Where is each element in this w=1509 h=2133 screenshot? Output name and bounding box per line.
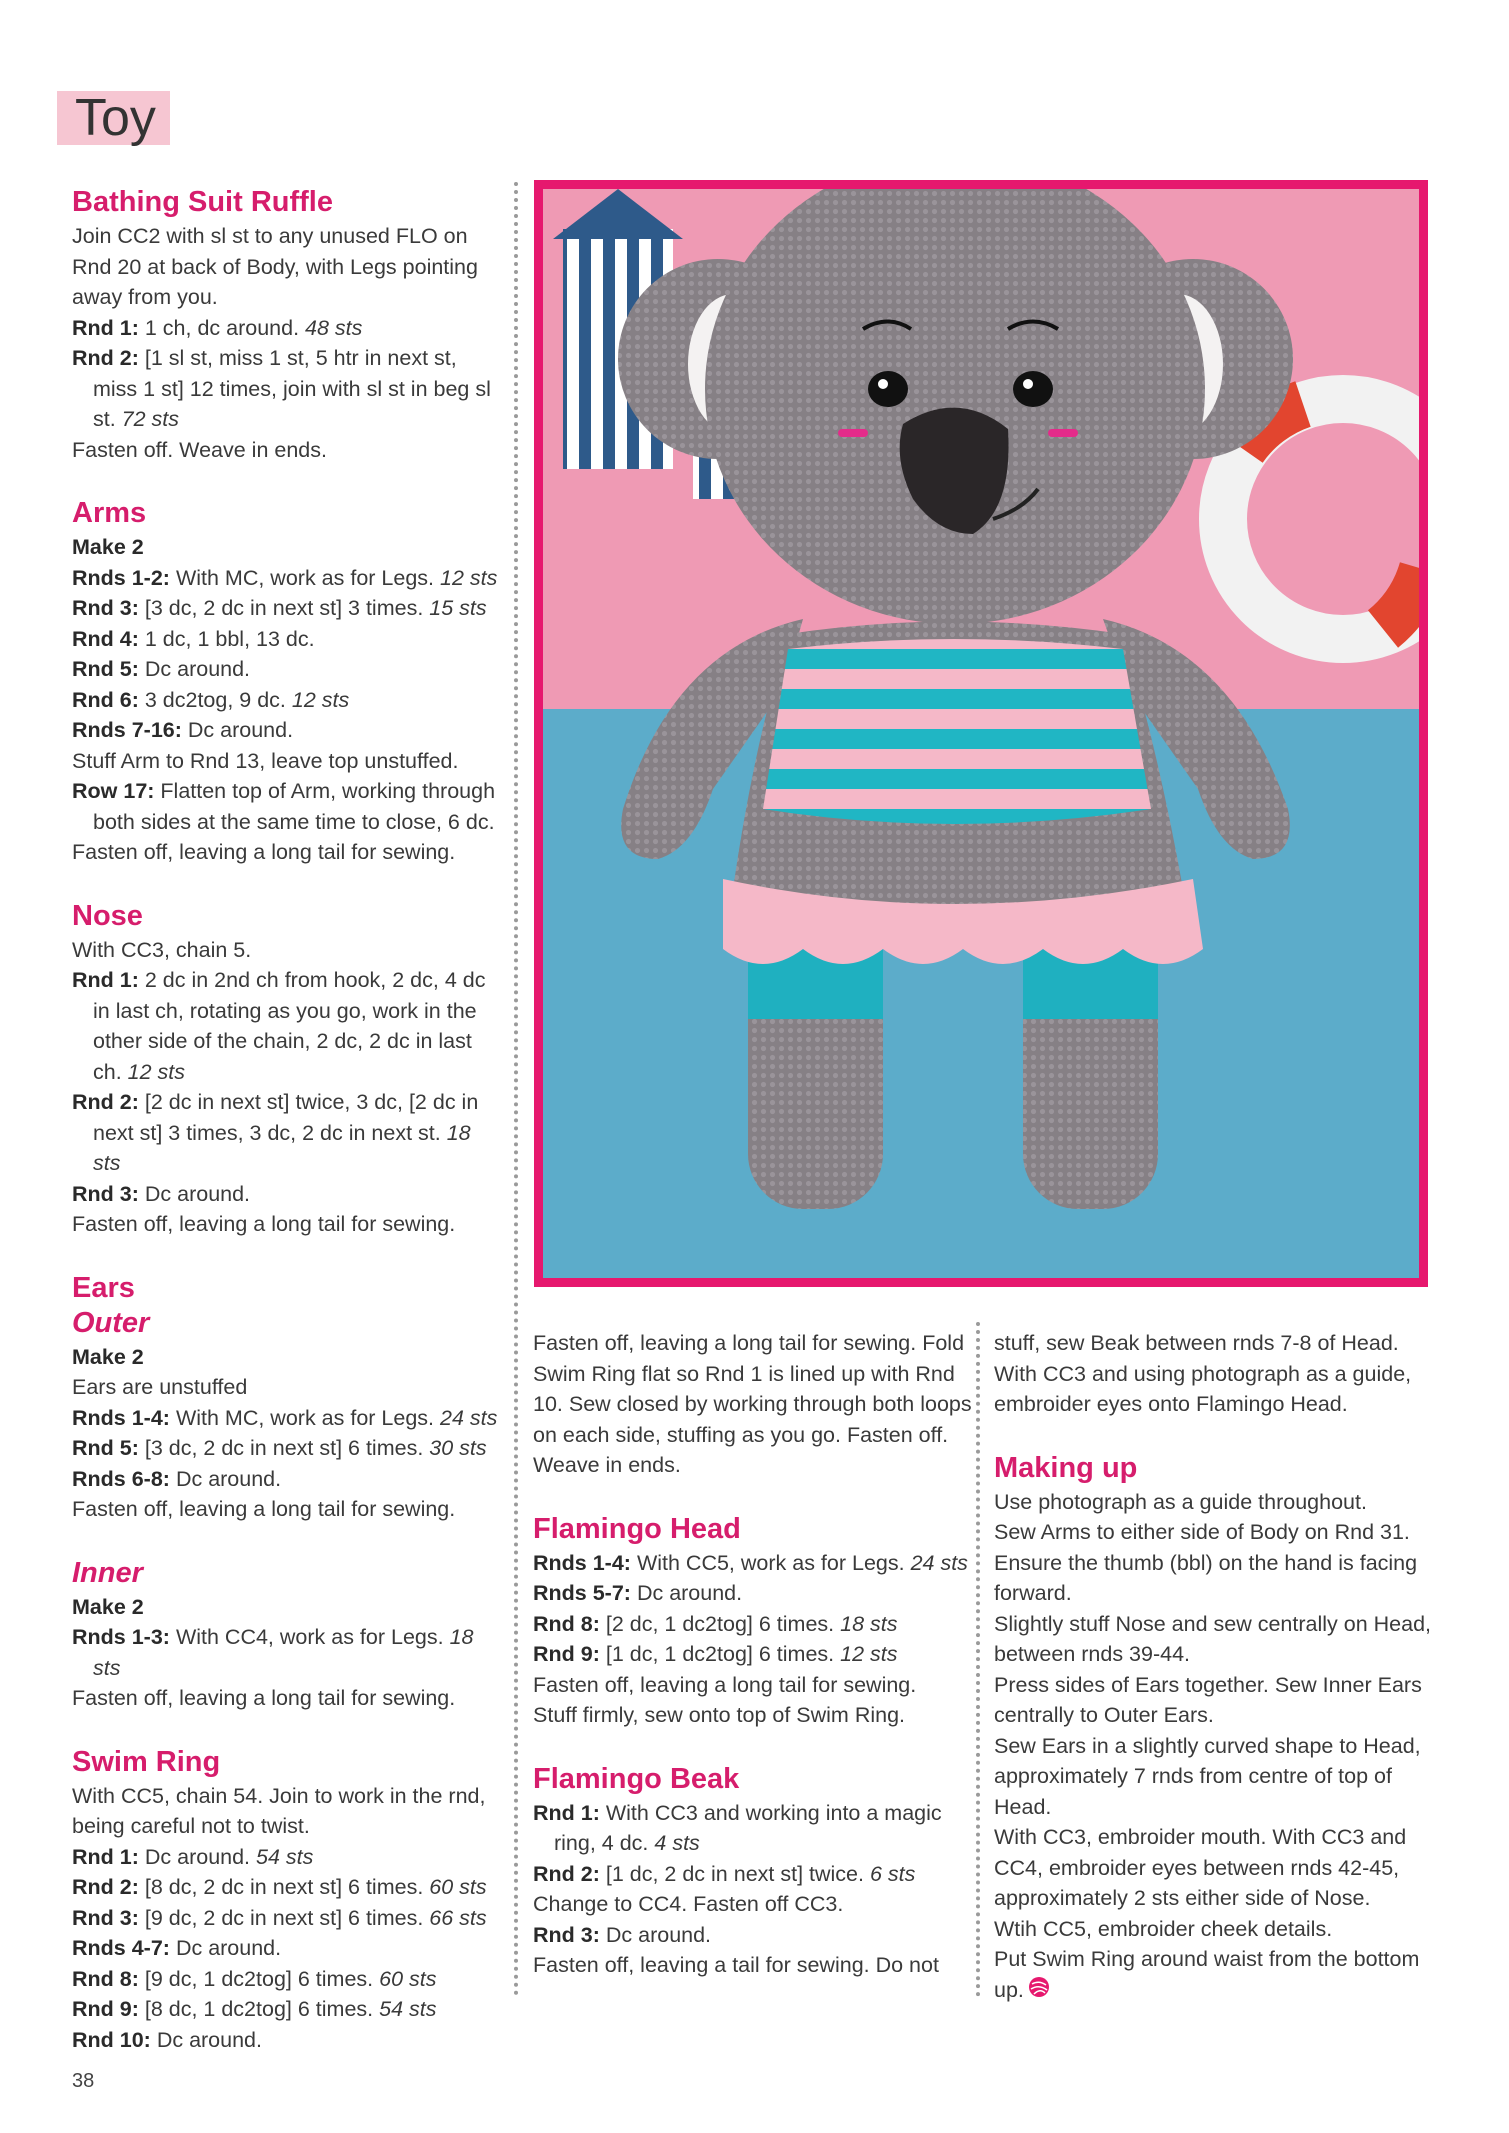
making-p6: With CC3, embroider mouth. With CC3 and CC4, embroider eyes between rnds 42-45, approximately 2 sts either side of Nose. <box>994 1825 1407 1910</box>
ears-inner-rnds1-3: Rnds 1-3: With CC4, work as for Legs. 18 sts <box>72 1625 474 1680</box>
nose-rnd1: Rnd 1: 2 dc in 2nd ch from hook, 2 dc, 4 dc in last ch, rotating as you go, work in the other side of the chain, 2 dc, 2 dc in last ch. 12 sts <box>72 968 486 1084</box>
beak-rnd3: Rnd 3: Dc around. <box>533 1922 712 1947</box>
nose-rnd2: Rnd 2: [2 dc in next st] twice, 3 dc, [2 dc in next st] 3 times, 3 dc, 2 dc in next st. 18 sts <box>72 1090 479 1175</box>
swim-rnd3: Rnd 3: [9 dc, 2 dc in next st] 6 times. 66 sts <box>72 1905 487 1930</box>
swim-rnds4-7: Rnds 4-7: Dc around. <box>72 1936 282 1960</box>
swim-rnd9: Rnd 9: [8 dc, 1 dc2tog] 6 times. 54 sts <box>72 1997 437 2021</box>
beak-continued: stuff, sew Beak between rnds 7-8 of Head. With CC3 and using photograph as a guide, embroider eyes onto Flamingo Head. <box>994 1331 1412 1416</box>
bathing-suit-ruffle-heading: Bathing Suit Ruffle <box>72 186 333 218</box>
koala-illustration <box>543 189 1419 1278</box>
making-p1: Use photograph as a guide throughout. <box>994 1489 1367 1514</box>
beak-rnd1: Rnd 1: With CC3 and working into a magic ring, 4 dc. 4 sts <box>533 1800 942 1855</box>
making-up-heading: Making up <box>994 1451 1138 1484</box>
flamingo-beak-heading: Flamingo Beak <box>533 1762 740 1795</box>
arms-rnds1-2: Rnds 1-2: With MC, work as for Legs. 12 sts <box>72 565 498 590</box>
pattern-column-left <box>72 186 502 2055</box>
arms-heading: Arms <box>72 497 147 529</box>
bathing-rnd1: Rnd 1: 1 ch, dc around. 48 sts <box>72 315 363 340</box>
swim-rnd1: Rnd 1: Dc around. 54 sts <box>72 1844 314 1869</box>
ears-inner-make: Make 2 <box>72 1594 144 1619</box>
ears-heading: Ears <box>72 1271 135 1304</box>
arms-rnd4: Rnd 4: 1 dc, 1 bbl, 13 dc. <box>72 626 315 651</box>
arms-stuff: Stuff Arm to Rnd 13, leave top unstuffed. <box>72 748 459 773</box>
beak-rnd2: Rnd 2: [1 dc, 2 dc in next st] twice. 6 sts <box>533 1861 916 1886</box>
swim-ring-heading: Swim Ring <box>72 1745 221 1778</box>
making-p2: Sew Arms to either side of Body on Rnd 31. Ensure the thumb (bbl) on the hand is facing forward. <box>994 1520 1418 1605</box>
arms-rnd5: Rnd 5: Dc around. <box>72 657 251 681</box>
ears-inner-heading: Inner <box>72 1556 143 1589</box>
arms-row17: Row 17: Flatten top of Arm, working through both sides at the same time to close, 6 dc. <box>72 779 496 834</box>
nose-intro: With CC3, chain 5. <box>72 937 252 962</box>
arms-rnds7-16: Rnds 7-16: Dc around. <box>72 718 294 742</box>
head-rnd9: Rnd 9: [1 dc, 1 dc2tog] 6 times. 12 sts <box>533 1642 898 1666</box>
column-divider-left <box>514 182 518 1997</box>
yarn-ball-icon <box>1028 1976 1050 2007</box>
column-divider-right <box>976 1322 980 1997</box>
ears-outer-rnd5: Rnd 5: [3 dc, 2 dc in next st] 6 times. 30 sts <box>72 1436 487 1460</box>
bathing-end: Fasten off. Weave in ends. <box>72 437 327 462</box>
ears-inner-end: Fasten off, leaving a long tail for sewing. <box>72 1686 456 1710</box>
arms-rnd3: Rnd 3: [3 dc, 2 dc in next st] 3 times. 15 sts <box>72 596 487 620</box>
ears-outer-make: Make 2 <box>72 1344 144 1369</box>
swim-rnd8: Rnd 8: [9 dc, 1 dc2tog] 6 times. 60 sts <box>72 1966 437 1991</box>
ears-outer-end: Fasten off, leaving a long tail for sewing. <box>72 1497 456 1521</box>
arms-end: Fasten off, leaving a long tail for sewing. <box>72 840 456 864</box>
head-end1: Fasten off, leaving a long tail for sewing. <box>533 1672 917 1697</box>
pattern-column-right <box>994 1328 1434 2006</box>
making-p7: Wtih CC5, embroider cheek details. <box>994 1916 1333 1941</box>
pattern-column-middle <box>533 1328 973 1981</box>
making-p5: Sew Ears in a slightly curved shape to Head, approximately 7 rnds from centre of top of Head. <box>994 1733 1421 1819</box>
ears-outer-rnds6-8: Rnds 6-8: Dc around. <box>72 1466 282 1491</box>
beak-end: Fasten off, leaving a tail for sewing. Do not <box>533 1953 939 1977</box>
flamingo-head-heading: Flamingo Head <box>533 1512 741 1545</box>
head-rnds1-4: Rnds 1-4: With CC5, work as for Legs. 24 sts <box>533 1550 968 1575</box>
bathing-rnd2: Rnd 2: [1 sl st, miss 1 st, 5 htr in next st, miss 1 st] 12 times, join with sl st in beg sl st. 72 sts <box>72 346 491 431</box>
beak-change: Change to CC4. Fasten off CC3. <box>533 1892 844 1916</box>
head-end2: Stuff firmly, sew onto top of Swim Ring. <box>533 1703 906 1727</box>
nose-end: Fasten off, leaving a long tail for sewing. <box>72 1212 456 1236</box>
making-p4: Press sides of Ears together. Sew Inner Ears centrally to Outer Ears. <box>994 1672 1422 1727</box>
arms-rnd6: Rnd 6: 3 dc2tog, 9 dc. 12 sts <box>72 687 350 712</box>
ears-outer-note: Ears are unstuffed <box>72 1375 248 1399</box>
swim-rnd10: Rnd 10: Dc around. <box>72 2027 262 2052</box>
making-p3: Slightly stuff Nose and sew centrally on Head, between rnds 39-44. <box>994 1611 1432 1666</box>
page-number: 38 <box>72 2070 95 2092</box>
arms-make: Make 2 <box>72 535 144 559</box>
ears-outer-heading: Outer <box>72 1306 150 1339</box>
ears-outer-rnds1-4: Rnds 1-4: With MC, work as for Legs. 24 sts <box>72 1405 498 1430</box>
bathing-intro: Join CC2 with sl st to any unused FLO on Rnd 20 at back of Body, with Legs pointing away from you. <box>72 224 478 309</box>
swim-intro: With CC5, chain 54. Join to work in the rnd, being careful not to twist. <box>72 1783 486 1838</box>
swim-ring-continued: Fasten off, leaving a long tail for sewing. Fold Swim Ring flat so Rnd 1 is lined up with Rnd 10. Sew closed by working through both loops on each side, stuffing as you go. Fasten off. Weave in ends. <box>533 1331 972 1477</box>
section-title: Toy <box>57 91 170 145</box>
head-rnd8: Rnd 8: [2 dc, 1 dc2tog] 6 times. 18 sts <box>533 1611 898 1636</box>
making-p8: Put Swim Ring around waist from the bottom up. <box>994 1944 1434 2006</box>
nose-heading: Nose <box>72 899 143 932</box>
swim-rnd2: Rnd 2: [8 dc, 2 dc in next st] 6 times. 60 sts <box>72 1875 487 1899</box>
nose-rnd3: Rnd 3: Dc around. <box>72 1181 251 1206</box>
koala-toy-photo <box>534 180 1428 1287</box>
head-rnds5-7: Rnds 5-7: Dc around. <box>533 1581 743 1605</box>
